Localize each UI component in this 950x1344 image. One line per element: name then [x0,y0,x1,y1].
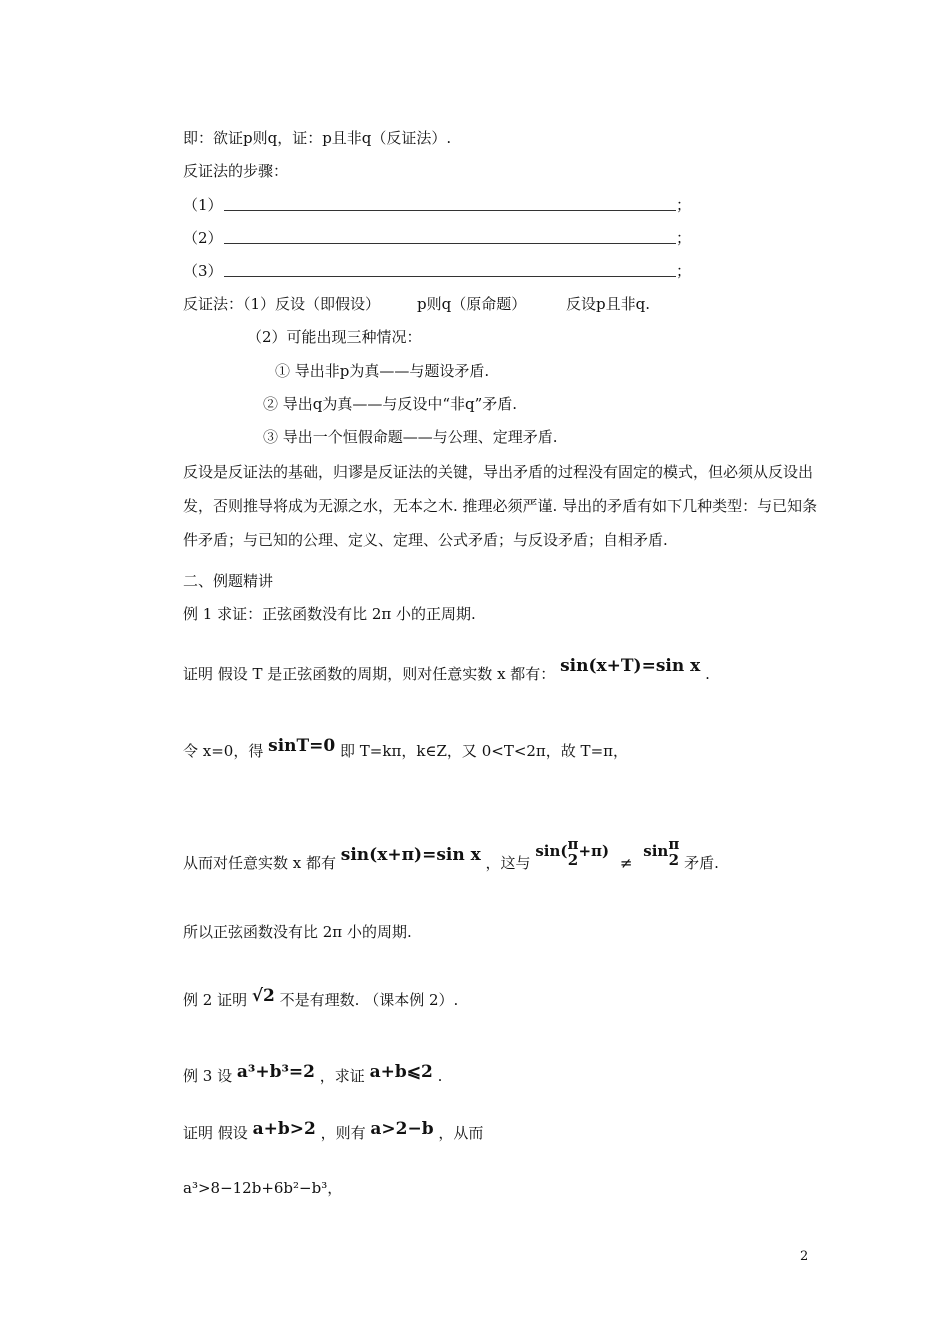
example3-formula2: a+b⩽2 [369,1062,433,1082]
example1-then-formula: sin(x+π)=sin x [340,845,481,865]
example1-frac-expr-left [535,836,609,868]
frac-right-den: 2 [668,851,680,869]
example3-proof-formula2: a>2−b [370,1119,434,1139]
step-end-1: ； [676,196,692,214]
example2-line [183,986,459,1010]
explanation-paragraph [183,455,819,557]
example3-last-line: a³>8−12b+6b²−b³， [183,1179,343,1197]
method-case-2: ② 导出q为真——与反设中“非q”矛盾. [263,395,518,413]
example3-proof-text-c: ，从而 [438,1124,484,1142]
example2-text-a: 例 2 证明 [183,991,248,1009]
step-end-2: ； [676,229,692,247]
method-line-2: （2）可能出现三种情况： [247,328,422,346]
example3-formula1: a³+b³=2 [236,1062,315,1082]
example1-then-text-c: 矛盾. [684,854,719,872]
method-line-b: p则q（原命题） [417,295,527,313]
example3-proof-formula1: a+b>2 [252,1119,316,1139]
method-case-3: ③ 导出一个恒假命题——与公理、定理矛盾. [263,428,558,446]
step-end-3: ； [676,262,692,280]
example1-proof-line [183,656,710,684]
page-number: 2 [800,1249,809,1264]
example3-proof-text-b: ，则有 [320,1124,366,1142]
example1-frac-expr-right [643,836,679,868]
example3-text-c: . [437,1067,443,1085]
steps-title: 反证法的步骤： [183,162,289,180]
example1-proof-formula: sin(x+T)=sin x [560,656,701,676]
example1-then-text-b: ，这与 [485,854,531,872]
example3-line [183,1062,443,1086]
example1-then-text: 从而对任意实数 x 都有 [183,854,336,872]
example1-let-text-b: 即 T=kπ，k∈Z，又 0<T<2π，故 T=π， [340,742,628,760]
example1-let-line [183,736,628,761]
step-blank-1 [224,210,676,211]
frac-left-den: 2 [567,851,579,869]
step-label-2: （2） [183,229,223,247]
explanation-text: 反设是反证法的基础，归谬是反证法的关键，导出矛盾的过程没有固定的模式，但必须从反设出发，否则推导将成为无源之水，无本之木. 推理必须严谨. 导出的矛盾有如下几种类型：与已知条件矛盾；与已知的公理、定义、定理、公式矛盾；与反设矛盾；自相矛盾. [183,463,818,549]
method-line-a: 反证法：（1）反设（即假设） [183,295,381,313]
example2-formula: √2 [251,986,275,1006]
frac-left [568,836,579,868]
frac-right-pre: sin [643,842,669,860]
frac-left-pre: sin( [535,842,568,860]
example1-proof-text: 证明 假设 T 是正弦函数的周期，则对任意实数 x 都有： [183,665,556,683]
frac-right-num: π [668,835,680,853]
example3-text-a: 例 3 设 [183,1067,233,1085]
example1-proof-end: . [705,665,710,683]
intro-line: 即：欲证p则q，证：p且非q（反证法）. [183,129,452,147]
neq-symbol: ≠ [619,854,633,872]
frac-right [668,836,679,868]
method-line-c: 反设p且非q. [566,295,650,313]
example1-let-formula: sinT=0 [268,736,336,756]
example1-statement: 例 1 求证：正弦函数没有比 2π 小的正周期. [183,605,476,623]
section-title: 二、例题精讲 [183,572,274,590]
step-blank-3 [224,276,676,277]
example3-proof-text-a: 证明 假设 [183,1124,248,1142]
example1-conclusion: 所以正弦函数没有比 2π 小的周期. [183,923,412,941]
frac-left-post: +π) [578,842,610,860]
step-blank-2 [224,243,676,244]
example3-text-b: ，求证 [319,1067,365,1085]
example2-text-b: 不是有理数. （课本例 2）. [279,991,459,1009]
method-case-1: ① 导出非p为真——与题设矛盾. [275,362,490,380]
example3-proof-line [183,1119,484,1143]
step-label-1: （1） [183,196,223,214]
frac-left-num: π [567,835,579,853]
step-label-3: （3） [183,262,223,280]
example1-then-line [183,835,719,880]
example1-let-text: 令 x=0，得 [183,742,264,760]
